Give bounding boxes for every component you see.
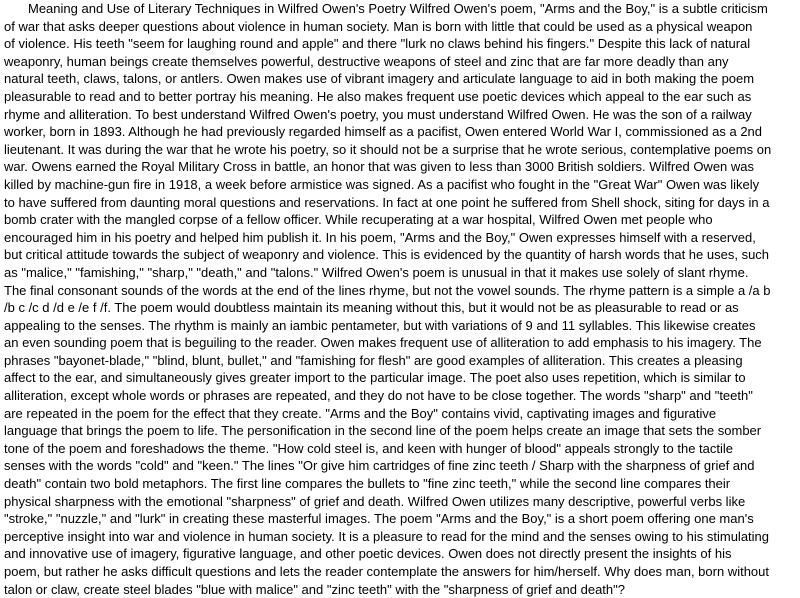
essay-line: natural teeth, claws, talons, or antlers. Owen makes use of vibrant imagery and articulate language to aid in both making the poem xyxy=(4,71,755,87)
essay-line: of violence. His teeth "seem for laughing round and apple" and there "lurk no claws behind his fingers." Despite this lack of natural xyxy=(4,36,751,52)
essay-line: physical sharpness with the emotional "sharpness" of grief and death. Wilfred Owen utilizes many descriptive, powerful verbs like xyxy=(4,493,746,509)
essay-line: killed by machine-gun fire in 1918, a week before armistice was signed. As a pacifist who fought in the "Great War" Owen was likely xyxy=(4,176,760,192)
essay-line: pleasurable to read and to better portray his meaning. He also makes frequent use poetic devices which appeal to the ear such as xyxy=(4,88,752,104)
essay-line: worker, born in 1893. Although he had previously regarded himself as a pacifist, Owen entered World War I, commissioned as a 2nd xyxy=(4,124,763,140)
essay-line: affect to the ear, and simultaneously gives greater import to the particular image. The poet also uses repetition, which is similar to xyxy=(4,370,746,386)
essay-line: phrases "bayonet-blade," "blind, blunt, bullet," and "famishing for flesh" are good examples of alliteration. This creates a pleasing xyxy=(4,352,743,368)
essay-line: encouraged him in his poetry and helped him publish it. In his poem, "Arms and the Boy," Owen expresses himself with a reserved, xyxy=(4,229,756,245)
essay-line: appealing to the senses. The rhythm is mainly an iambic pentameter, but with variations of 9 and 11 syllables. This likewise creates xyxy=(4,317,756,333)
essay-line: weaponry, human beings create themselves powerful, destructive weapons of steel and zinc that are far more deadly than any xyxy=(4,53,729,69)
essay-line: language that brings the poem to life. The personification in the second line of the poem helps create an image that sets the somber xyxy=(4,423,762,439)
essay-line: bomb crater with the mangled corpse of a fellow officer. While recuperating at a war hospital, Wilfred Owen met people who xyxy=(4,212,713,228)
essay-line: an even sounding poem that is beguiling to the reader. Owen makes frequent use of alliteration to add emphasis to his imagery. The xyxy=(4,335,762,351)
essay-line: are repeated in the poem for the effect that they create. "Arms and the Boy" contains vivid, captivating images and figurative xyxy=(4,405,717,421)
essay-line: poem, but rather he asks difficult questions and lets the reader contemplate the answers for him/herself. Why does man, born without xyxy=(4,564,769,579)
essay-line: /b c /c d /d e /e f /f. The poem would doubtless maintain its meaning without this, but it would not be as pleasurable to read or as xyxy=(4,300,739,316)
essay-line: war. Owens earned the Royal Military Cross in battle, an honor that was given to less than 3000 British soldiers. Wilfred Owen was xyxy=(4,159,755,175)
essay-text xyxy=(4,0,798,598)
essay-line: tone of the poem and foreshadows the theme. "How cold steel is, and keen with hunger of blood" appeals strongly to the tactile xyxy=(4,440,734,456)
essay-line: senses with the words "cold" and "keen." The lines "Or give him cartridges of fine zinc teeth / Sharp with the sharpness of grief and xyxy=(4,458,755,474)
essay-line: talon or claw, create steel blades "blue with malice" and "zinc teeth" with the "sharpness of grief and death"? xyxy=(4,581,625,597)
essay-line: "stroke," "nuzzle," and "lurk" in creating these masterful images. The poem "Arms and the Boy," is a short poem offering one man's xyxy=(4,511,754,527)
essay-line: perceptive insight into war and violence in human society. It is a pleasure to read for the mind and the senses owing to his stimulating xyxy=(4,528,770,544)
essay-line: and innovative use of imagery, figurative language, and other poetic devices. Owen does not directly present the insights of his xyxy=(4,546,732,562)
essay-line: rhyme and alliteration. To best understand Wilfred Owen's poetry, you must understand Wilfred Owen. He was the son of a railway xyxy=(4,106,752,122)
essay-line: to have suffered from daunting moral questions and reservations. In fact at one point he suffered from Shell shock, siting for days in a xyxy=(4,194,770,210)
essay-line: as "malice," "famishing," "sharp," "death," and "talons." Wilfred Owen's poem is unusual in that it makes use solely of slant rhyme. xyxy=(4,264,749,280)
essay-line: but critical attitude towards the subject of weaponry and violence. This is evidenced by the quantity of harsh words that he uses, such xyxy=(4,247,770,263)
essay-line: The final consonant sounds of the words at the end of the lines rhyme, but not the vowel sounds. The rhyme pattern is a simple a /a b xyxy=(4,282,771,298)
essay-line: Meaning and Use of Literary Techniques in Wilfred Owen's Poetry Wilfred Owen's poem, "Arms and the Boy," is a subtle criticism xyxy=(28,1,768,16)
essay-line: alliteration, except whole words or phrases are repeated, and they do not have to be close together. The words "sharp" and "teeth" xyxy=(4,388,753,404)
essay-line: of war that asks deeper questions about violence in human society. Man is born with little that could be used as a physical weapon xyxy=(4,18,753,34)
essay-line: lieutenant. It was during the war that he wrote his poetry, so it should not be a surprise that he wrote serious, contemplative poems on xyxy=(4,141,772,157)
essay-line: death" contain two bold metaphors. The first line compares the bullets to "fine zinc teeth," while the second line compares their xyxy=(4,476,731,492)
